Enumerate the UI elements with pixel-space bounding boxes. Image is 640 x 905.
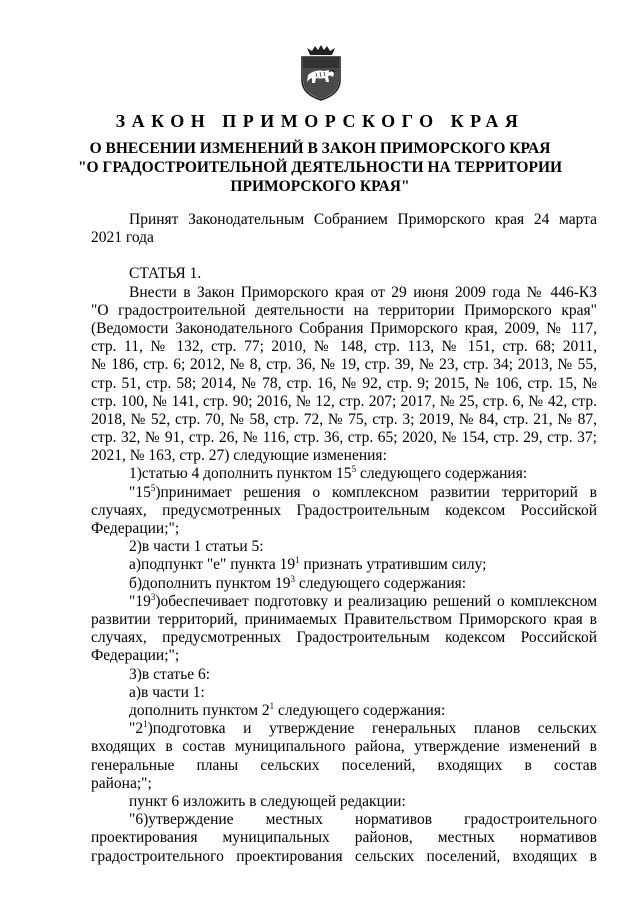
intro-line: № 186, стр. 6; 2012, № 8, стр. 36, № 19, стр. 39, № 23, стр. 34; 2013, № 55, — [91, 356, 597, 374]
quoted-text-line: случаях, предусмотренных Градостроительным кодексом Российской — [91, 629, 597, 647]
intro-line: Внести в Закон Приморского края от 29 июня 2009 года № 446-КЗ — [129, 283, 597, 301]
law-title: ЗАКОН ПРИМОРСКОГО КРАЯ — [115, 111, 525, 131]
quoted-text-line: "$19^3)обеспечивает$ подготовку и реализацию решений о комплексном — [129, 592, 597, 610]
quoted-text-line: "6)утверждение местных нормативов градостроительного — [129, 811, 597, 829]
quoted-text-line: случаях, предусмотренных Градостроительным кодексом Российской — [91, 501, 597, 519]
intro-line: (Ведомости Законодательного Собрания Приморского края, 2009, № 117, — [91, 319, 597, 337]
primorsky-coat-of-arms-emblem — [298, 42, 344, 102]
adoption-line: 2021 года — [91, 229, 154, 247]
list-item: а)в части 1: — [129, 683, 205, 701]
list-item: пункт 6 изложить в следующей редакции: — [129, 793, 406, 811]
list-item: а)подпункт "е" пункта $19^1$ признать утратившим силу; — [129, 555, 487, 574]
list-item: 2)в части 1 статьи 5: — [129, 538, 264, 556]
quoted-text-line: Федерации;"; — [91, 647, 180, 665]
quoted-text-line: "$15^5)принимает$ решения о комплексном развитии территорий в — [129, 483, 597, 501]
intro-line: стр. 51, стр. 58; 2014, № 78, стр. 16, № 92, стр. 9; 2015, № 106, стр. 15, № — [91, 374, 597, 392]
law-body — [91, 211, 597, 866]
subtitle-line: ПРИМОРСКОГО КРАЯ" — [230, 178, 410, 195]
quoted-text-line: генеральные планы сельских поселений, входящих в состав — [91, 756, 597, 774]
quoted-text-line: входящих в состав муниципального района, утверждение изменений в — [91, 738, 597, 756]
article-heading: СТАТЬЯ 1. — [129, 265, 202, 283]
quoted-text-line: Федерации;"; — [91, 520, 180, 538]
adoption-line: Принят Законодательным Собранием Приморского края 24 марта — [129, 211, 597, 228]
list-item: дополнить пунктом $2^1$ следующего содержания: — [129, 700, 446, 720]
intro-line: "О градостроительной деятельности на территории Приморского края" — [91, 301, 597, 319]
subtitle-line: О ВНЕСЕНИИ ИЗМЕНЕНИЙ В ЗАКОН ПРИМОРСКОГО КРАЯ — [89, 140, 551, 157]
quoted-text-line: градостроительного проектирования сельских поселений, входящих в — [91, 847, 597, 865]
intro-line: стр. 11, № 132, стр. 77; 2010, № 148, стр. 113, № 151, стр. 68; 2011, — [91, 338, 597, 356]
law-subtitle — [40, 139, 600, 196]
list-item: 3)в статье 6: — [129, 665, 211, 683]
intro-line: 2018, № 52, стр. 70, № 58, стр. 72, № 75, стр. 3; 2019, № 84, стр. 21, № 87, — [91, 410, 597, 428]
intro-line: 2021, № 163, стр. 27) следующие изменения: — [91, 447, 387, 465]
quoted-text-line: развитии территорий, принимаемых Правительством Приморского края в — [91, 611, 597, 629]
quoted-text-line: "$2^1)подготовка$ и утверждение генеральных планов сельских — [129, 720, 597, 738]
quoted-text-line: района;"; — [91, 774, 152, 792]
quoted-text-line: проектирования муниципальных районов, местных нормативов — [91, 829, 597, 847]
subtitle-line: "О ГРАДОСТРОИТЕЛЬНОЙ ДЕЯТЕЛЬНОСТИ НА ТЕРРИТОРИИ — [77, 159, 563, 176]
intro-line: стр. 100, № 141, стр. 90; 2016, № 12, стр. 207; 2017, № 25, стр. 6, № 42, стр. — [91, 392, 597, 410]
list-item: б)дополнить пунктом $19^3$ следующего содержания: — [129, 573, 467, 592]
intro-line: стр. 32, № 91, стр. 26, № 116, стр. 36, стр. 65; 2020, № 154, стр. 29, стр. 37; — [91, 429, 597, 447]
list-item: 1)статью 4 дополнить пунктом $15^5$ следующего содержания: — [129, 464, 528, 483]
